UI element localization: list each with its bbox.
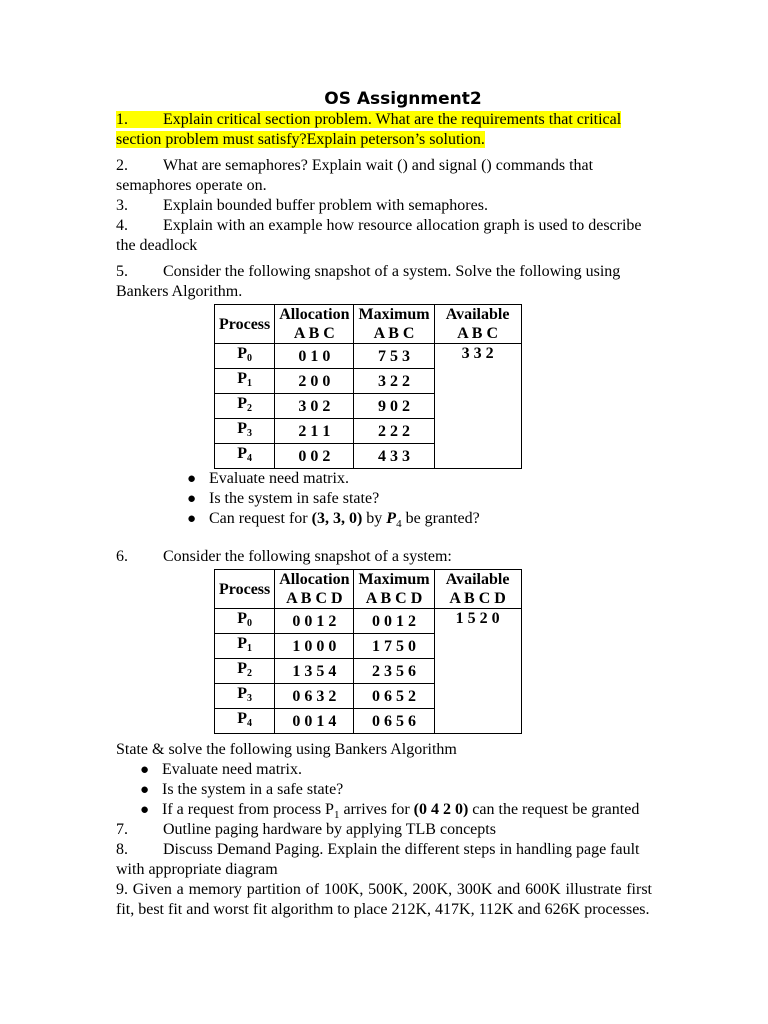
question-7-number: 7. [116,821,128,838]
table-header-process: Process [215,305,275,344]
table-row: $P_3$ 2 1 1 2 2 2 [215,419,522,444]
question-1-number: 1. [116,111,128,128]
maximum-cell: 9 0 2 [354,394,434,419]
question-1 [116,110,652,150]
table-row: $P_0$ 0 0 1 2 0 0 1 2 1 5 2 0 [215,609,522,634]
allocation-cell: 1 3 5 4 [275,659,354,684]
allocation-cell: 0 1 0 [275,344,354,369]
table-subheader: A B C D [354,589,434,609]
process-label: P [237,710,248,727]
maximum-cell: 4 3 3 [354,444,434,469]
question-6-number: 6. [116,548,128,565]
question-2 [116,156,652,196]
allocation-cell: 0 0 1 2 [275,609,354,634]
available-cell: 1 5 2 0 [434,609,521,734]
list-item: ● Evaluate need matrix. [187,469,652,489]
process-label: P [237,685,248,702]
allocation-cell: 3 0 2 [275,394,354,419]
list-item: ● Can request for (3, 3, 0) by $P_4$ be granted? [187,509,652,529]
question-6-intro: State & solve the following using Bankers Algorithm [116,741,457,758]
maximum-cell: 1 7 5 0 [354,634,434,659]
table-subheader: A B C [434,324,521,344]
process-label: P [237,660,248,677]
question-6-text: Consider the following snapshot of a system: [163,548,452,565]
process-label: P [237,635,248,652]
allocation-cell: 0 0 2 [275,444,354,469]
question-8-number: 8. [116,841,128,858]
question-4-number: 4. [116,217,128,234]
table-row: $P_0$ 0 1 0 7 5 3 3 3 2 [215,344,522,369]
process-label: P [237,345,248,362]
maximum-cell: 2 3 5 6 [354,659,434,684]
allocation-cell: 2 1 1 [275,419,354,444]
process-label: P [237,610,248,627]
question-9: 9. Given a memory partition of 100K, 500K, 200K, 300K and 600K illustrate first fit, best fit and worst fit algorithm to place 212K, 417K, 112K and 626K processes. [116,881,652,918]
allocation-cell: 0 6 3 2 [275,684,354,709]
process-label: P [237,420,248,437]
question-5-text: Consider the following snapshot of a system. Solve the following using Bankers Algorithm. [116,263,621,300]
list-item: ● Evaluate need matrix. [140,760,652,780]
question-4 [116,216,652,256]
table-header-allocation: Allocation [275,305,354,325]
question-5 [116,262,652,302]
list-item: ● Is the system in safe state? [187,489,652,509]
process-label: P [237,445,248,462]
list-item: ● If a request from process $P_1$ arrives for (0 4 2 0) can the request be granted [140,800,652,820]
question-6-bullets [140,760,652,820]
question-5-number: 5. [116,263,128,280]
list-item: ● Is the system in a safe state? [140,780,652,800]
question-2-text: What are semaphores? Explain wait () and signal () commands that semaphores operate on. [116,157,594,194]
table-subheader: A B C [275,324,354,344]
table-subheader: A B C D [434,589,521,609]
process-label: P [237,370,248,387]
question-8 [116,840,652,880]
table-header-available: Available [434,570,521,590]
question-7 [116,820,652,840]
question-4-text: Explain with an example how resource allocation graph is used to describe the deadlock [116,217,642,254]
table-header-allocation: Allocation [275,570,354,590]
maximum-cell: 7 5 3 [354,344,434,369]
document-page [116,88,652,920]
table-row: $P_4$ 0 0 1 4 0 6 5 6 [215,709,522,734]
table-row: $P_4$ 0 0 2 4 3 3 [215,444,522,469]
question-7-text: Outline paging hardware by applying TLB concepts [163,821,496,838]
table-row: $P_2$ 3 0 2 9 0 2 [215,394,522,419]
question-1-text: Explain critical section problem. What are the requirements that critical section problem must satisfy?Explain peterson’s solution. [116,111,622,148]
available-cell: 3 3 2 [434,344,521,469]
maximum-cell: 2 2 2 [354,419,434,444]
question-6 [116,547,652,567]
maximum-cell: 0 6 5 6 [354,709,434,734]
bankers-table-2 [214,569,522,734]
question-3 [116,196,652,216]
question-8-text: Discuss Demand Paging. Explain the different steps in handling page fault with appropriate diagram [116,841,640,878]
question-5-bullets [187,469,652,529]
table-header-process: Process [215,570,275,609]
allocation-cell: 0 0 1 4 [275,709,354,734]
maximum-cell: 0 0 1 2 [354,609,434,634]
allocation-cell: 1 0 0 0 [275,634,354,659]
table-row: $P_2$ 1 3 5 4 2 3 5 6 [215,659,522,684]
table-row: $P_1$ 1 0 0 0 1 7 5 0 [215,634,522,659]
table-row: $P_1$ 2 0 0 3 2 2 [215,369,522,394]
allocation-cell: 2 0 0 [275,369,354,394]
maximum-cell: 0 6 5 2 [354,684,434,709]
maximum-cell: 3 2 2 [354,369,434,394]
page-title: OS Assignment2 [324,89,482,109]
table-header-maximum: Maximum [354,570,434,590]
question-2-number: 2. [116,157,128,174]
table-subheader: A B C D [275,589,354,609]
question-3-text: Explain bounded buffer problem with semaphores. [163,197,488,214]
process-label: P [237,395,248,412]
question-3-number: 3. [116,197,128,214]
table-subheader: A B C [354,324,434,344]
table-header-maximum: Maximum [354,305,434,325]
table-header-available: Available [434,305,521,325]
bankers-table-1 [214,304,522,469]
table-row: $P_3$ 0 6 3 2 0 6 5 2 [215,684,522,709]
